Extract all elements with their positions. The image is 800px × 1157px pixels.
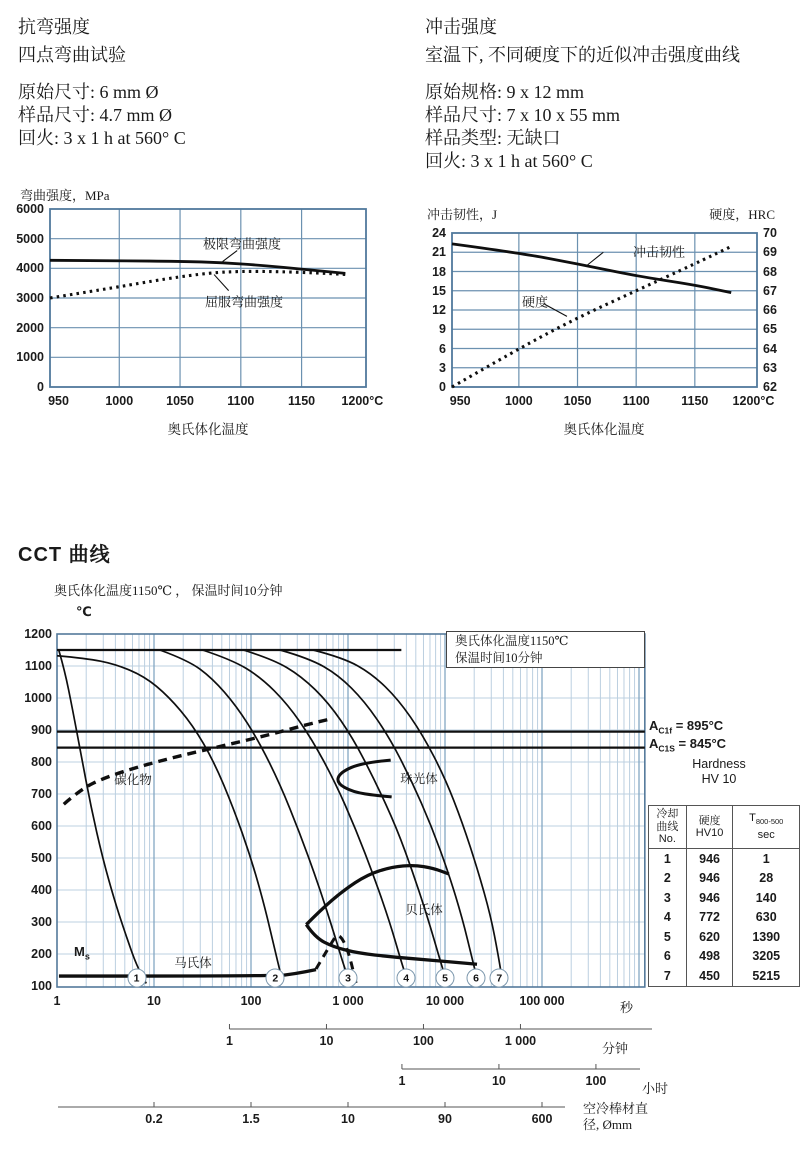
tick-label: 9 <box>439 322 446 337</box>
tick-label: 1.5 <box>242 1112 260 1126</box>
table-header-cell: 冷却 曲线 No. <box>649 806 687 849</box>
bend-spec-line: 回火: 3 x 1 h at 560° C <box>18 128 186 148</box>
martensite-label: 马氏体 <box>174 956 212 970</box>
cct-y-unit: ℃ <box>76 604 92 619</box>
cct-title: CCT 曲线 <box>18 544 111 566</box>
cooling-curve-marker: 1 <box>127 969 146 988</box>
ms-line-label <box>74 944 90 962</box>
table-cell: 498 <box>686 947 733 967</box>
bend-y-axis-title: 弯曲强度，MPa <box>20 188 110 203</box>
table-cell: 5215 <box>733 966 800 986</box>
tick-label: 400 <box>31 883 52 897</box>
tick-label: 5000 <box>16 231 44 246</box>
table-cell: 946 <box>686 869 733 889</box>
impact-y-left-title: 冲击韧性，J <box>427 207 498 222</box>
tick-label: 1000 <box>504 394 533 408</box>
tick-label: 1200°C <box>341 394 384 408</box>
tick-label: 64 <box>763 341 777 356</box>
tick-label: 2000 <box>16 320 44 335</box>
cct-condition-box <box>446 631 645 668</box>
tick-label: 66 <box>763 303 777 317</box>
bar-diameter-label-line: 径, Ømm <box>583 1117 633 1132</box>
tick-label: 100 <box>413 1034 434 1048</box>
tick-label: 950 <box>449 394 471 408</box>
impact-spec-line: 原始规格: 9 x 12 mm <box>425 82 585 102</box>
table-header-cell: 硬度 HV10 <box>686 806 733 849</box>
tick-label: 62 <box>763 380 777 394</box>
hardness-note-line: HV 10 <box>701 772 737 786</box>
table-cell: 2 <box>649 869 687 889</box>
table-cell: 3205 <box>733 947 800 967</box>
bend-spec-line: 原始尺寸: 6 mm Ø <box>18 82 159 102</box>
table-cell: 140 <box>733 888 800 908</box>
tick-label: 21 <box>432 245 446 260</box>
tick-label: 100 <box>585 1074 607 1088</box>
cooling-curve-marker: 5 <box>436 969 455 988</box>
tick-label: 1 <box>225 1034 233 1048</box>
cct-condition-line: 奥氏体化温度1150℃ <box>455 634 569 648</box>
impact-spec-line: 样品尺寸: 7 x 10 x 55 mm <box>425 105 621 125</box>
tick-label: 90 <box>438 1112 452 1126</box>
tick-label: 10 000 <box>425 994 465 1008</box>
ac1f-value: = 895°C <box>672 718 724 733</box>
table-row <box>649 908 800 928</box>
tick-label: 950 <box>48 394 69 408</box>
yield-bend-strength-label: 屈服弯曲强度 <box>204 294 284 310</box>
bar-diameter-label <box>583 1101 648 1133</box>
minutes-unit-label: 分钟 <box>602 1041 629 1056</box>
impact-subtitle: 室温下, 不同硬度下的近似冲击强度曲线 <box>425 45 740 65</box>
hardness-curve-label: 硬度 <box>521 294 549 310</box>
tick-label: 68 <box>763 264 777 279</box>
table-cell: 946 <box>686 849 733 869</box>
pearlite-label: 珠光体 <box>400 772 438 786</box>
tick-label: 10 <box>341 1112 355 1126</box>
table-row <box>649 947 800 967</box>
tick-label: 600 <box>531 1112 553 1126</box>
tick-label: 69 <box>763 245 777 260</box>
tick-label: 1150 <box>288 394 316 408</box>
tick-label: 0.2 <box>145 1112 163 1126</box>
tick-label: 65 <box>763 322 777 337</box>
tick-label: 800 <box>31 755 52 769</box>
tick-label: 600 <box>31 819 52 833</box>
tick-label: 1 000 <box>504 1034 537 1048</box>
tick-label: 1150 <box>681 394 709 408</box>
ms-symbol: M <box>74 944 85 959</box>
carbide-label: 碳化物 <box>114 773 152 787</box>
table-cell: 3 <box>649 888 687 908</box>
impact-x-axis-title: 奥氏体化温度 <box>563 422 645 437</box>
ac1f-subscript: C1f <box>658 725 673 736</box>
tick-label: 1100 <box>622 394 650 408</box>
hours-unit-label: 小时 <box>642 1081 669 1096</box>
table-header-row <box>649 806 800 849</box>
hardness-note-line: Hardness <box>692 757 746 771</box>
table-cell: 28 <box>733 869 800 889</box>
tick-label: 10 <box>319 1034 334 1048</box>
tick-label: 1 <box>398 1074 406 1088</box>
table-cell: 7 <box>649 966 687 986</box>
tick-label: 4000 <box>16 261 44 276</box>
table-cell: 1 <box>649 849 687 869</box>
tick-label: 900 <box>31 723 52 737</box>
table-row <box>649 888 800 908</box>
tick-label: 1200 <box>24 627 52 641</box>
cct-subtitle: 奥氏体化温度1150℃ ， 保温时间10分钟 <box>54 583 283 598</box>
bend-x-axis-title: 奥氏体化温度 <box>167 422 249 437</box>
tick-label: 1100 <box>227 394 255 408</box>
tick-label: 300 <box>31 915 52 929</box>
tick-label: 63 <box>763 360 777 375</box>
ac1s-value: = 845°C <box>674 736 727 751</box>
tick-label: 10 <box>491 1074 506 1088</box>
tick-label: 1200°C <box>732 394 775 408</box>
hardness-table <box>648 805 800 987</box>
cooling-curve-marker: 4 <box>397 969 416 988</box>
tick-label: 1 000 <box>332 994 364 1008</box>
tick-label: 100 000 <box>519 994 565 1008</box>
table-cell: 450 <box>686 966 733 986</box>
ac1s-label <box>649 736 726 754</box>
tick-label: 100 <box>31 979 52 993</box>
tick-label: 100 <box>240 994 262 1008</box>
tick-label: 24 <box>432 226 446 240</box>
cooling-curve-marker: 6 <box>467 969 486 988</box>
bainite-label: 贝氏体 <box>405 903 443 917</box>
tick-label: 1000 <box>105 394 134 408</box>
tick-label: 700 <box>31 787 52 801</box>
tick-label: 3000 <box>16 291 44 305</box>
table-cell: 946 <box>686 888 733 908</box>
table-header-cell: $T_{800-500}$ sec <box>733 806 800 849</box>
impact-y-right-title: 硬度，HRC <box>709 207 775 222</box>
tick-label: 0 <box>37 380 44 394</box>
tick-label: 1050 <box>166 394 194 408</box>
ultimate-bend-strength-label: 极限弯曲强度 <box>202 236 282 252</box>
ac1f-label <box>649 718 723 736</box>
table-row <box>649 869 800 889</box>
bend-spec-line: 样品尺寸: 4.7 mm Ø <box>18 105 173 125</box>
tick-label: 6000 <box>16 202 44 216</box>
tick-label: 3 <box>439 360 446 375</box>
bend-subtitle: 四点弯曲试验 <box>18 45 126 65</box>
impact-spec-line: 回火: 3 x 1 h at 560° C <box>425 151 593 171</box>
table-cell: 630 <box>733 908 800 928</box>
tick-label: 1050 <box>563 394 592 408</box>
cooling-curve-marker: 7 <box>490 969 509 988</box>
tick-label: 15 <box>432 283 446 298</box>
table-cell: 772 <box>686 908 733 928</box>
tick-label: 200 <box>31 947 52 961</box>
impact-title: 冲击强度 <box>425 17 497 37</box>
tick-label: 12 <box>432 303 446 317</box>
tick-label: 0 <box>439 380 446 394</box>
tick-label: 18 <box>432 264 446 279</box>
cooling-curve-marker: 2 <box>266 969 285 988</box>
impact-spec-line: 样品类型: 无缺口 <box>425 128 561 148</box>
ac1s-symbol: A <box>649 736 659 751</box>
cct-condition-line: 保温时间10分钟 <box>455 650 543 665</box>
tick-label: 1000 <box>24 691 52 705</box>
tick-label: 1100 <box>24 659 52 673</box>
tick-label: 500 <box>31 851 52 865</box>
table-row <box>649 966 800 986</box>
tick-label: 70 <box>763 226 777 240</box>
tick-label: 67 <box>763 283 777 298</box>
table-row <box>649 849 800 869</box>
table-row <box>649 927 800 947</box>
table-cell: 5 <box>649 927 687 947</box>
tick-label: 1000 <box>16 350 44 365</box>
tick-label: 6 <box>439 341 446 356</box>
table-cell: 620 <box>686 927 733 947</box>
bend-title: 抗弯强度 <box>18 17 90 37</box>
ac1f-symbol: A <box>649 718 659 733</box>
tick-label: 1 <box>53 994 61 1008</box>
table-cell: 6 <box>649 947 687 967</box>
table-cell: 1 <box>733 849 800 869</box>
cooling-curve-marker: 3 <box>339 969 358 988</box>
ms-subscript: s <box>84 951 90 962</box>
bar-diameter-label-line: 空冷棒材直 <box>583 1101 649 1116</box>
ac1s-subscript: C1S <box>658 743 675 754</box>
tick-label: 10 <box>147 994 161 1008</box>
seconds-unit-label: 秒 <box>620 1000 634 1015</box>
impact-toughness-label: 冲击韧性 <box>632 244 686 260</box>
table-cell: 1390 <box>733 927 800 947</box>
table-cell: 4 <box>649 908 687 928</box>
